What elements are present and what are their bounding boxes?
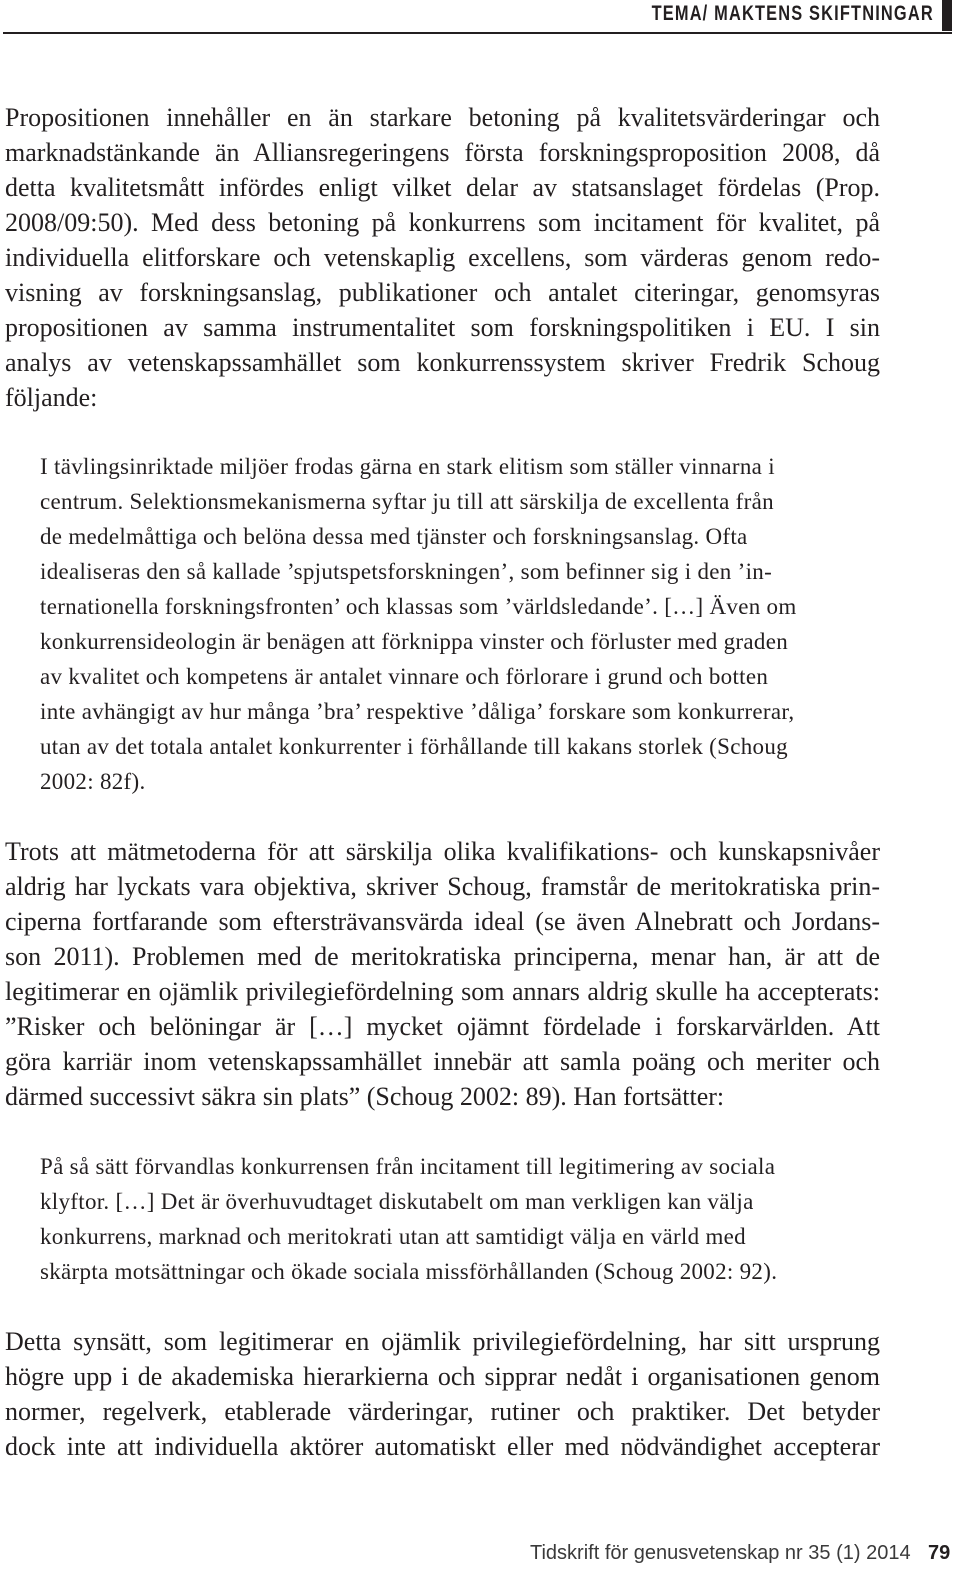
quote-line: de medelmåttiga och belöna dessa med tjänster och forskningsanslag. Ofta [40, 524, 748, 549]
paragraph-line: detta kvalitetsmått infördes enligt vilket delar av statsanslaget fördelas (Prop. [5, 173, 880, 202]
paragraph-line: göra karriär inom vetenskapssamhället innebär att samla poäng och meriter och [5, 1047, 880, 1076]
quote-line: konkurrens, marknad och meritokrati utan att samtidigt välja en värld med [40, 1224, 746, 1249]
quote-line: konkurrensideologin är benägen att förknippa vinster och förluster med graden [40, 629, 789, 654]
paragraph-line: aldrig har lyckats vara objektiva, skriver Schoug, framstår de meritokratiska prin- [5, 872, 880, 901]
paragraph-line: dock inte att individuella aktörer automatiskt eller med nödvändighet accepterar [5, 1432, 880, 1461]
paragraph-line: Detta synsätt, som legitimerar en ojämlik privilegiefördelning, har sitt ursprung [5, 1327, 880, 1356]
paragraph-line: följande: [5, 383, 98, 412]
paragraph-line: analys av vetenskapssamhället som konkurrenssystem skriver Fredrik Schoug [5, 348, 880, 377]
paragraph-line: därmed successivt säkra sin plats” (Schoug 2002: 89). Han fortsätter: [5, 1082, 725, 1111]
section-marker-bar [942, 0, 952, 31]
paragraph-2 [5, 834, 880, 1114]
quote-line: inte avhängigt av hur många ’bra’ respektive ’dåliga’ forskare som konkurrerar, [40, 699, 795, 724]
quote-line: klyftor. […] Det är överhuvudtaget diskutabelt om man verkligen kan välja [40, 1189, 754, 1214]
paragraph-line: visning av forskningsanslag, publikationer och antalet citeringar, genomsyras [5, 278, 880, 307]
quote-line: centrum. Selektionsmekanismerna syftar ju till att särskilja de excellenta från [40, 489, 774, 514]
paragraph-line: legitimerar en ojämlik privilegiefördelning som annars aldrig skulle ha accepterats: [5, 977, 880, 1006]
quote-line: av kvalitet och kompetens är antalet vinnare och förlorare i grund och botten [40, 664, 769, 689]
block-quote-1 [40, 449, 850, 799]
quote-line: I tävlingsinriktade miljöer frodas gärna en stark elitism som ställer vinnarna i [40, 454, 775, 479]
header-rule [3, 32, 952, 34]
quote-line: utan av det totala antalet konkurrenter i förhållande till kakans storlek (Schoug [40, 734, 788, 759]
paragraph-3 [5, 1324, 880, 1464]
quote-line: idealiseras den så kallade ’spjutspetsforskningen’, som befinner sig i den ’in- [40, 559, 773, 584]
paragraph-line: normer, regelverk, etablerade värderingar, rutiner och praktiker. Det betyder [5, 1397, 880, 1426]
paragraph-line: 2008/09:50). Med dess betoning på konkurrens som incitament för kvalitet, på [5, 208, 880, 237]
quote-line: skärpta motsättningar och ökade sociala missförhållanden (Schoug 2002: 92). [40, 1259, 778, 1284]
paragraph-line: Trots att mätmetoderna för att särskilja olika kvalifikations- och kunskapsnivåer [5, 837, 880, 866]
paragraph-line: individuella elitforskare och vetenskaplig excellens, som värderas genom redo- [5, 243, 880, 272]
quote-line: 2002: 82f). [40, 769, 146, 794]
quote-line: ternationella forskningsfronten’ och klassas som ’världsledande’. […] Även om [40, 594, 797, 619]
paragraph-line: son 2011). Problemen med de meritokratiska principerna, menar han, är att de [5, 942, 880, 971]
paragraph-line: högre upp i de akademiska hierarkierna och sipprar nedåt i organisationen genom [5, 1362, 880, 1391]
paragraph-line: marknadstänkande än Alliansregeringens första forskningsproposition 2008, då [5, 138, 880, 167]
block-quote-2 [40, 1149, 850, 1289]
running-header: TEMA/ MAKTENS SKIFTNINGAR [651, 2, 934, 25]
paragraph-line: Propositionen innehåller en än starkare betoning på kvalitetsvärderingar och [5, 103, 880, 132]
page-number: 79 [928, 1542, 951, 1564]
paragraph-line: ”Risker och belöningar är […] mycket ojämnt fördelade i forskarvärlden. Att [5, 1012, 880, 1041]
paragraph-1 [5, 100, 880, 415]
paragraph-line: ciperna fortfarande som eftersträvansvärda ideal (se även Alnebratt och Jordans- [5, 907, 880, 936]
footer-journal-title: Tidskrift för genusvetenskap nr 35 (1) 2014 [530, 1542, 911, 1564]
quote-line: På så sätt förvandlas konkurrensen från incitament till legitimering av sociala [40, 1154, 776, 1179]
paragraph-line: propositionen av samma instrumentalitet som forskningspolitiken i EU. I sin [5, 313, 880, 342]
